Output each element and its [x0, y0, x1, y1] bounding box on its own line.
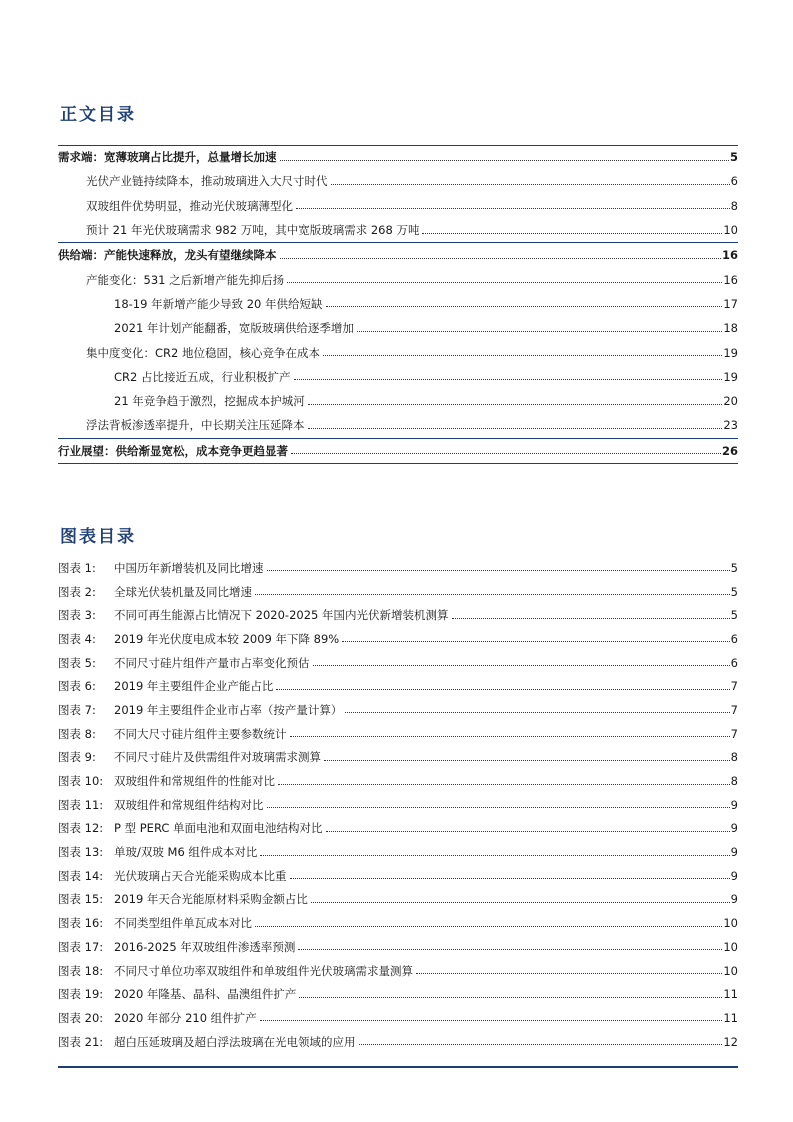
figure-entry[interactable]	[58, 959, 738, 983]
figure-label: 图表 1:	[58, 560, 96, 575]
figure-caption: 超白压延玻璃及超白浮法玻璃在光电领域的应用	[114, 1034, 356, 1049]
figure-entry[interactable]	[58, 840, 738, 864]
toc-entry-title: 18-19 年新增产能少导致 20 年供给短缺	[114, 296, 323, 311]
figure-caption: 2020 年隆基、晶科、晶澳组件扩产	[114, 987, 297, 1002]
toc-entry-page: 5	[729, 150, 738, 165]
dot-leader	[331, 184, 730, 185]
figure-entry-text	[58, 727, 289, 741]
dot-leader	[267, 807, 730, 808]
figure-caption: 不同尺寸单位功率双玻组件和单玻组件光伏玻璃需求量测算	[114, 963, 413, 978]
figure-entry[interactable]	[58, 746, 738, 770]
figure-label: 图表 5:	[58, 655, 96, 670]
figure-label: 图表 21:	[58, 1034, 104, 1049]
figure-entry[interactable]	[58, 793, 738, 817]
dot-leader	[290, 878, 730, 879]
figure-entry[interactable]	[58, 651, 738, 675]
figure-caption: 中国历年新增装机及同比增速	[114, 560, 264, 575]
toc-list	[58, 145, 738, 464]
figure-entry-text	[58, 632, 341, 646]
figure-label: 图表 6:	[58, 679, 96, 694]
figures-list	[58, 556, 738, 1053]
toc-entry-title: 2021 年计划产能翻番，宽版玻璃供给逐季增加	[114, 321, 354, 336]
figure-label: 图表 11:	[58, 797, 104, 812]
figure-entry-page: 9	[730, 797, 738, 812]
toc-entry[interactable]	[58, 340, 738, 364]
figure-caption: 全球光伏装机量及同比增速	[114, 584, 252, 599]
toc-entry-page: 19	[723, 369, 738, 384]
figure-label: 图表 3:	[58, 608, 96, 623]
toc-entry-title: 浮法背板渗透率提升，中长期关注压延降本	[86, 418, 305, 433]
dot-leader	[324, 760, 730, 761]
dot-leader	[342, 641, 729, 642]
dot-leader	[280, 258, 721, 259]
toc-entry-page: 20	[723, 394, 738, 409]
figure-label: 图表 12:	[58, 821, 104, 836]
figure-entry-page: 12	[723, 1034, 738, 1049]
figure-entry-text	[58, 1011, 259, 1025]
toc-entry[interactable]	[58, 413, 738, 437]
figure-entry-text	[58, 987, 298, 1001]
figure-entry[interactable]	[58, 888, 738, 912]
figure-entry-page: 11	[723, 987, 738, 1002]
figure-label: 图表 10:	[58, 774, 104, 789]
toc-entry-page: 8	[730, 198, 738, 213]
figure-entry[interactable]	[58, 580, 738, 604]
figure-caption: 光伏玻璃占天合光能采购成本比重	[114, 868, 287, 883]
dot-leader	[452, 618, 730, 619]
dot-leader	[291, 453, 721, 454]
toc-entry[interactable]	[58, 267, 738, 291]
figure-entry-page: 7	[730, 726, 738, 741]
toc-entry-title: 21 年竞争趋于激烈，挖掘成本护城河	[114, 394, 305, 409]
toc-entry[interactable]	[58, 389, 738, 413]
figure-caption: P 型 PERC 单面电池和双面电池结构对比	[114, 821, 323, 836]
dot-leader	[290, 736, 730, 737]
figure-caption: 不同尺寸硅片及供需组件对玻璃需求测算	[114, 750, 321, 765]
figure-entry-page: 8	[730, 750, 738, 765]
figure-entry-page: 9	[730, 892, 738, 907]
figure-label: 图表 15:	[58, 892, 104, 907]
figure-entry-text	[58, 821, 325, 835]
toc-entry-page: 6	[730, 174, 738, 189]
toc-entry-page: 16	[721, 248, 738, 263]
dot-leader	[276, 689, 729, 690]
dot-leader	[359, 1044, 723, 1045]
figure-entry-text	[58, 750, 323, 764]
figure-entry-text	[58, 798, 266, 812]
toc-entry-page: 16	[723, 272, 738, 287]
dot-leader	[308, 404, 723, 405]
figure-entry-text	[58, 845, 259, 859]
dot-leader	[280, 160, 729, 161]
dot-leader	[326, 831, 730, 832]
toc-entry[interactable]	[58, 438, 738, 464]
figure-label: 图表 20:	[58, 1010, 104, 1025]
figure-entry-page: 10	[723, 939, 738, 954]
figure-caption: 2020 年部分 210 组件扩产	[114, 1010, 257, 1025]
figure-caption: 2019 年主要组件企业市占率（按产量计算）	[114, 702, 343, 717]
figure-label: 图表 14:	[58, 868, 104, 883]
figure-entry[interactable]	[58, 603, 738, 627]
toc-entry-title: 供给端：产能快速释放，龙头有望继续降本	[58, 248, 277, 263]
figure-entry-text	[58, 608, 451, 622]
figure-label: 图表 4:	[58, 631, 96, 646]
toc-entry-page: 23	[723, 418, 738, 433]
figure-entry[interactable]	[58, 935, 738, 959]
figures-title: 图表目录	[60, 527, 136, 547]
figure-entry-page: 7	[730, 679, 738, 694]
figure-entry-page: 9	[730, 821, 738, 836]
figure-entry-page: 6	[730, 631, 738, 646]
dot-leader	[313, 665, 730, 666]
dot-leader	[260, 1020, 723, 1021]
figure-entry-page: 6	[730, 655, 738, 670]
figure-entry-text	[58, 892, 310, 906]
figure-caption: 2019 年光伏度电成本较 2009 年下降 89%	[114, 631, 340, 646]
toc-entry-title: 产能变化：531 之后新增产能先抑后扬	[86, 272, 285, 287]
dot-leader	[422, 233, 722, 234]
figure-entry[interactable]	[58, 1030, 738, 1054]
dot-leader	[299, 997, 722, 998]
dot-leader	[308, 428, 723, 429]
toc-entry-page: 18	[723, 321, 738, 336]
figure-entry[interactable]	[58, 722, 738, 746]
dot-leader	[326, 306, 723, 307]
figure-label: 图表 17:	[58, 939, 104, 954]
dot-leader	[255, 594, 730, 595]
figure-entry[interactable]	[58, 698, 738, 722]
figure-caption: 2019 年主要组件企业产能占比	[114, 679, 274, 694]
figure-caption: 单玻/双玻 M6 组件成本对比	[114, 845, 258, 860]
figure-entry-text	[58, 869, 289, 883]
figure-label: 图表 13:	[58, 845, 104, 860]
toc-title: 正文目录	[60, 105, 136, 125]
figure-entry-text	[58, 679, 275, 693]
toc-entry-title: 行业展望：供给渐显宽松，成本竞争更趋显著	[58, 443, 288, 458]
figure-entry[interactable]	[58, 627, 738, 651]
toc-entry-page: 26	[721, 443, 738, 458]
figure-entry-text	[58, 656, 312, 670]
figure-caption: 双玻组件和常规组件的性能对比	[114, 774, 275, 789]
dot-leader	[255, 926, 722, 927]
figure-label: 图表 9:	[58, 750, 96, 765]
figure-label: 图表 16:	[58, 916, 104, 931]
figure-entry[interactable]	[58, 817, 738, 841]
dot-leader	[311, 902, 730, 903]
toc-entry[interactable]	[58, 218, 738, 242]
toc-entry-page: 17	[723, 296, 738, 311]
figure-entry-page: 9	[730, 868, 738, 883]
figure-label: 图表 18:	[58, 963, 104, 978]
dot-leader	[298, 949, 722, 950]
figure-caption: 不同可再生能源占比情况下 2020-2025 年国内光伏新增装机测算	[114, 608, 449, 623]
dot-leader	[294, 379, 723, 380]
figure-label: 图表 7:	[58, 702, 96, 717]
toc-entry-title: 预计 21 年光伏玻璃需求 982 万吨，其中宽版玻璃需求 268 万吨	[86, 223, 420, 238]
toc-entry-title: 光伏产业链持续降本，推动玻璃进入大尺寸时代	[86, 174, 328, 189]
figure-entry[interactable]	[58, 674, 738, 698]
figure-entry-page: 7	[730, 702, 738, 717]
dot-leader	[278, 784, 730, 785]
figure-caption: 2019 年天合光能原材料采购金额占比	[114, 892, 308, 907]
toc-entry[interactable]	[58, 292, 738, 316]
toc-entry-page: 19	[723, 345, 738, 360]
figure-entry-page: 5	[730, 608, 738, 623]
figure-entry-page: 5	[730, 560, 738, 575]
toc-entry[interactable]	[58, 365, 738, 389]
dot-leader	[345, 712, 729, 713]
figure-caption: 不同尺寸硅片组件产量市占率变化预估	[114, 655, 310, 670]
toc-entry-title: 双玻组件优势明显，推动光伏玻璃薄型化	[86, 198, 293, 213]
dot-leader	[416, 973, 722, 974]
toc-entry-title: CR2 占比接近五成，行业积极扩产	[114, 369, 291, 384]
dot-leader	[260, 855, 729, 856]
toc-entry[interactable]	[58, 145, 738, 169]
dot-leader	[296, 208, 730, 209]
figure-entry-page: 9	[730, 845, 738, 860]
figure-label: 图表 8:	[58, 726, 96, 741]
toc-entry[interactable]	[58, 169, 738, 193]
bottom-rule	[58, 1066, 738, 1068]
figure-entry[interactable]	[58, 556, 738, 580]
figure-entry-text	[58, 561, 266, 575]
figure-entry-text	[58, 916, 254, 930]
toc-entry-page: 10	[723, 223, 738, 238]
figure-caption: 不同类型组件单瓦成本对比	[114, 916, 252, 931]
toc-entry-title: 需求端：宽薄玻璃占比提升，总量增长加速	[58, 150, 277, 165]
dot-leader	[287, 282, 722, 283]
figure-entry-text	[58, 585, 254, 599]
figure-entry-text	[58, 1035, 358, 1049]
figure-caption: 2016-2025 年双玻组件渗透率预测	[114, 939, 296, 954]
figure-entry[interactable]	[58, 1006, 738, 1030]
figure-entry-text	[58, 940, 297, 954]
toc-entry[interactable]	[58, 242, 738, 267]
figure-entry[interactable]	[58, 911, 738, 935]
figure-entry-text	[58, 774, 277, 788]
figure-entry-page: 8	[730, 774, 738, 789]
figure-entry-text	[58, 964, 415, 978]
dot-leader	[323, 355, 722, 356]
toc-entry-title: 集中度变化：CR2 地位稳固，核心竞争在成本	[86, 345, 320, 360]
dot-leader	[357, 331, 722, 332]
toc-entry[interactable]	[58, 194, 738, 218]
figure-label: 图表 2:	[58, 584, 96, 599]
figure-entry[interactable]	[58, 982, 738, 1006]
figure-caption: 双玻组件和常规组件结构对比	[114, 797, 264, 812]
toc-entry[interactable]	[58, 316, 738, 340]
figure-entry[interactable]	[58, 864, 738, 888]
figure-entry-text	[58, 703, 344, 717]
dot-leader	[267, 570, 730, 571]
figure-entry-page: 10	[723, 916, 738, 931]
figure-label: 图表 19:	[58, 987, 104, 1002]
figure-entry[interactable]	[58, 769, 738, 793]
figure-caption: 不同大尺寸硅片组件主要参数统计	[114, 726, 287, 741]
figure-entry-page: 5	[730, 584, 738, 599]
figure-entry-page: 10	[723, 963, 738, 978]
figure-entry-page: 11	[723, 1010, 738, 1025]
